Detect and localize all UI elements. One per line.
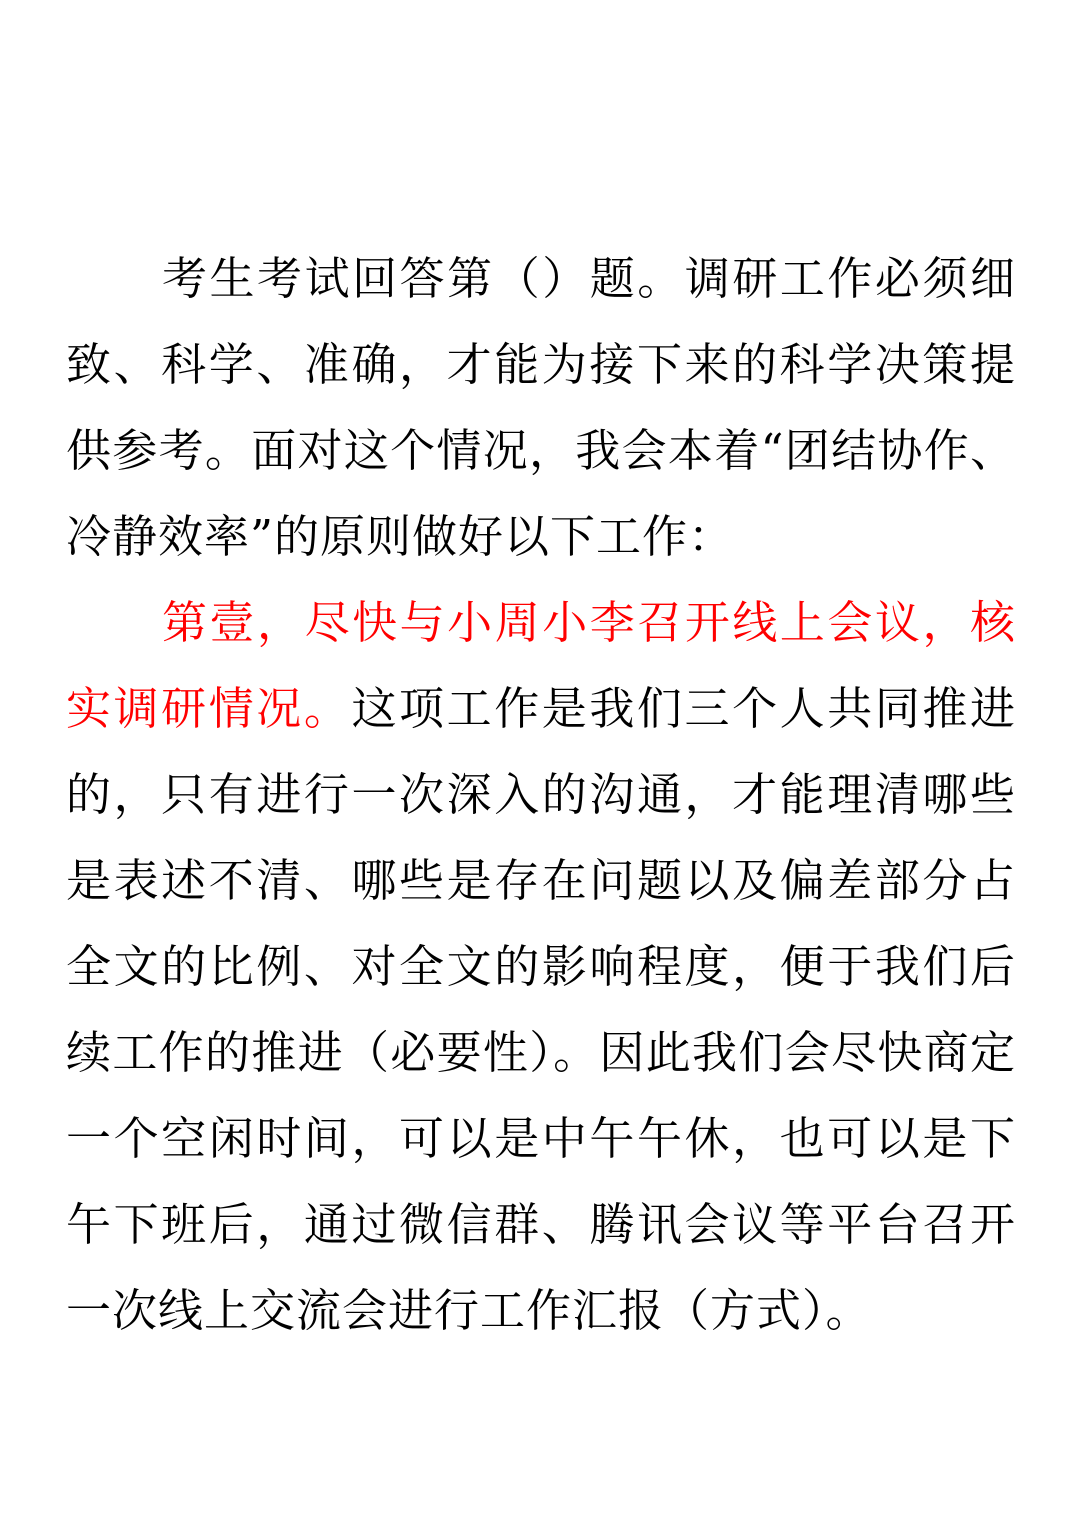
paragraph-first-point <box>66 580 1016 1354</box>
paragraph-intro: 考生考试回答第（）题。调研工作必须细致、科学、准确，才能为接下来的科学决策提供参考。面对这个情况，我会本着“团结协作、冷静效率”的原则做好以下工作： <box>66 252 1016 563</box>
paragraph-first-point-body: 这项工作是我们三个人共同推进的，只有进行一次深入的沟通，才能理清哪些是表述不清、哪些是存在问题以及偏差部分占全文的比例、对全文的影响程度，便于我们后续工作的推进（必要性）。因此我们会尽快商定一个空闲时间，可以是中午午休，也可以是下午下班后，通过微信群、腾讯会议等平台召开一次线上交流会进行工作汇报（方式）。 <box>66 682 1016 1337</box>
highlighted-heading: 第壹，尽快与小周小李召开线上会议，核实调研情况。 <box>66 596 1016 735</box>
document-body <box>66 236 1016 1354</box>
